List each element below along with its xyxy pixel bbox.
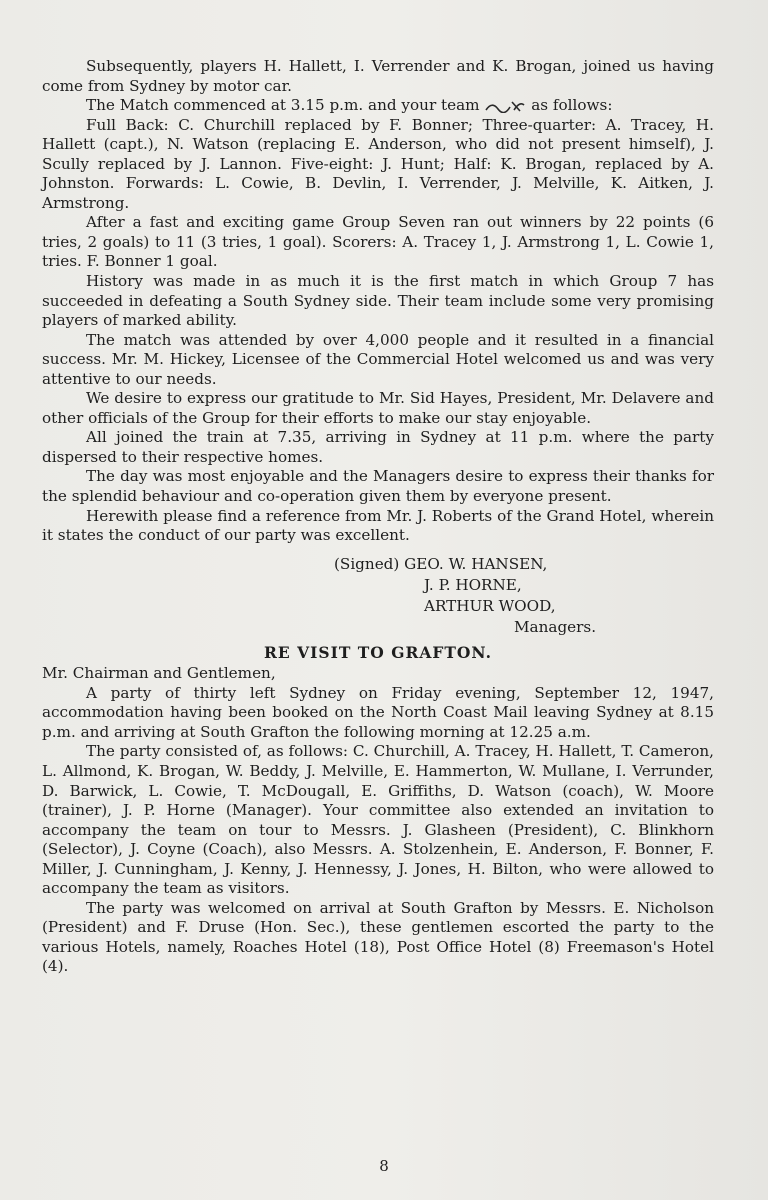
paragraph-reference: Herewith please find a reference from Mr. J. Roberts of the Grand Hotel, wherein it states the conduct of our party was excellent. — [42, 506, 714, 545]
paragraph-gratitude: We desire to express our gratitude to Mr. Sid Hayes, President, Mr. Delavere and other officials of the Group for their efforts to make our stay enjoyable. — [42, 389, 714, 427]
paragraph-return-train: All joined the train at 7.35, arriving in Sydney at 11 p.m. where the party dispersed to their respective homes. — [42, 428, 714, 466]
paragraph-departure: A party of thirty left Sydney on Friday evening, September 12, 1947, accommodation having been booked on the North Coast Mail leaving Sydney at 8.15 p.m. and arriving at South Grafton the following morning at 12.25 a.m. — [42, 683, 714, 741]
paragraph-history: History was made in as much it is the first match in which Group 7 has succeeded in defeating a South Sydney side. Their team include some very promising players of marked ability. — [42, 272, 714, 330]
paragraph-party-members: The party consisted of, as follows: C. Churchill, A. Tracey, H. Hallett, T. Cameron, L. Allmond, K. Brogan, W. Beddy, J. Melville, E. Hammerton, W. Mullane, I. Verrunder, D. Barwick, L. Cowie, T. McDougall, E. Griffiths, D. Watson (coach), W. Moore (trainer), J. P. Horne (Manager). Your committee also extended an invitation to accompany the team on tour to Messrs. J. Glasheen (President), C. Blinkhorn (Selector), J. Coyne (Coach), also Messrs. A. Stolzenhein, E. Anderson, F. Bonner, F. Miller, J. Cunningham, J. Kenny, J. Hennessy, J. Jones, H. Bilton, who were allowed to accompany the team as visitors. — [42, 742, 714, 898]
paragraph-attendance: The match was attended by over 4,000 people and it resulted in a financial success. Mr. M. Hickey, Licensee of the Commercial Hotel welcomed us and was very attentive to our needs. — [42, 330, 714, 388]
paragraph-welcome: The party was welcomed on arrival at South Grafton by Messrs. E. Nicholson (President) and F. Druse (Hon. Sec.), these gentlemen escorted the party to the various Hotels, namely, Roaches Hotel (18), Post Office Hotel (8) Freemason's Hotel (4). — [42, 898, 714, 976]
section-heading: RE VISIT TO GRAFTON. — [264, 642, 492, 662]
match-start-text-cont: as follows: — [531, 96, 613, 115]
paragraph-result: After a fast and exciting game Group Seven ran out winners by 22 points (6 tries, 2 goals) to 11 (3 tries, 1 goal). Scorers: A. Tracey 1, J. Armstrong 1, L. Cowie 1, tries. F. Bonner 1 goal. — [42, 213, 714, 271]
paragraph-arrival: Subsequently, players H. Hallett, I. Verrender and K. Brogan, joined us having come from Sydney by motor car. — [42, 57, 714, 95]
signature-line-4: Managers. — [514, 617, 597, 636]
match-start-text: The Match commenced at 3.15 p.m. and your team — [86, 96, 480, 115]
signature-line-2: J. P. HORNE, — [424, 575, 522, 594]
body-text — [42, 57, 714, 977]
paragraph-team-lineup: Full Back: C. Churchill replaced by F. Bonner; Three-quarter: A. Tracey, H. Hallett (capt.), N. Watson (replacing E. Anderson, who did not present himself), J. Scully replaced by J. Lannon. Five-eight: J. Hunt; Half: K. Brogan, replaced by A. Johnston. Forwards: L. Cowie, B. Devlin, I. Verrender, J. Melville, K. Aitken, J. Armstrong. — [42, 115, 714, 212]
handwritten-correction-mark — [484, 99, 526, 113]
signature-line-3: ARTHUR WOOD, — [424, 596, 556, 615]
paragraph-thanks: The day was most enjoyable and the Managers desire to express their thanks for the splendid behaviour and co-operation given them by everyone present. — [42, 467, 714, 506]
salutation: Mr. Chairman and Gentlemen, — [42, 664, 276, 683]
paragraph-match-start — [42, 96, 714, 116]
signature-line-1: (Signed) GEO. W. HANSEN, — [334, 554, 548, 573]
page-number: 8 — [379, 1157, 389, 1175]
signature-block — [334, 554, 714, 638]
